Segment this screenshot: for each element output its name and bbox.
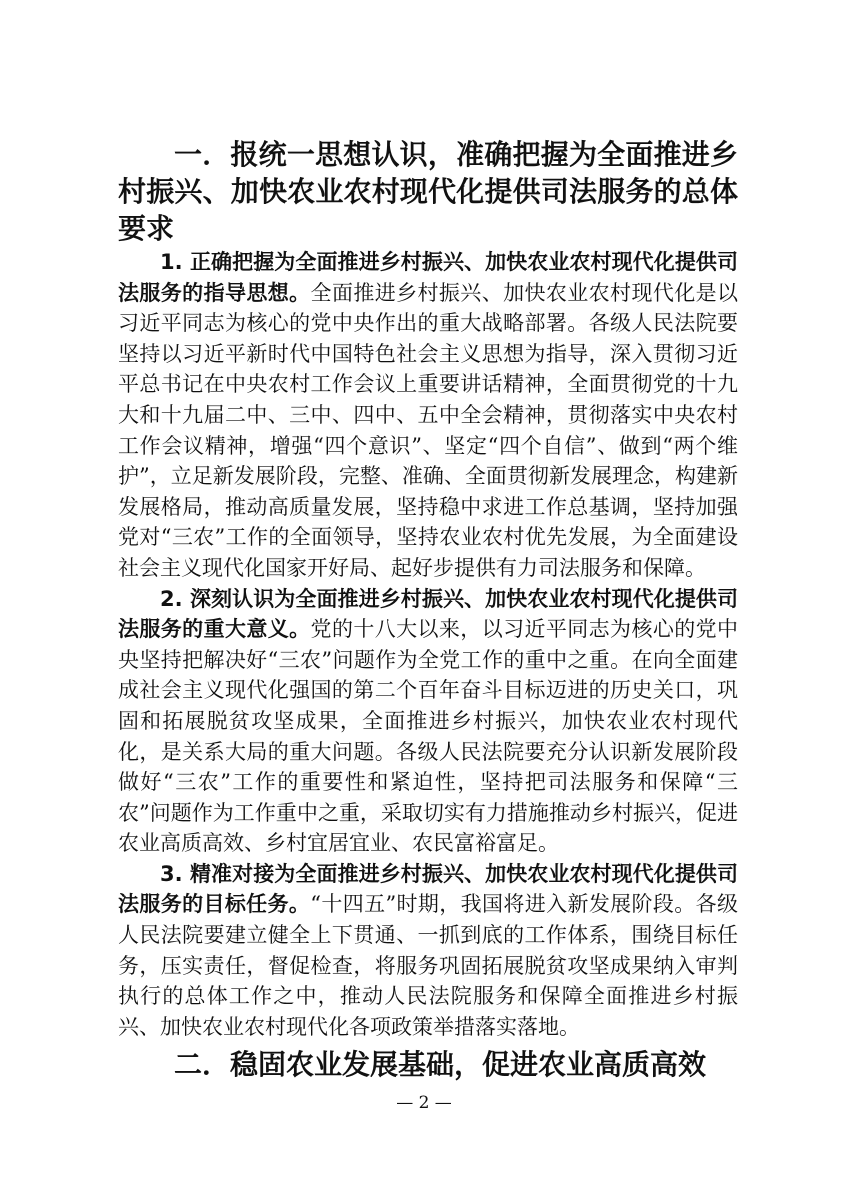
paragraph-1-body: 全面推进乡村振兴、加快农业农村现代化是以习近平同志为核心的党中央作出的重大战略部署。各级人民法院要坚持以习近平新时代中国特色社会主义思想为指导，深入贯彻习近平总书记在中央农村工作会议上重要讲话精神，全面贯彻党的十九大和十九届二中、三中、四中、五中全会精神，贯彻落实中央农村工作会议精神，增强“四个意识”、坚定“四个自信”、做到“两个维护”，立足新发展阶段，完整、准确、全面贯彻新发展理念，构建新发展格局，推动高质量发展，坚持稳中求进工作总基调，坚持加强党对“三农”工作的全面领导，坚持农业农村优先发展，为全面建设社会主义现代化国家开好局、起好步提供有力司法服务和保障。 — [118, 280, 739, 580]
page-number: — 2 — — [396, 1093, 452, 1113]
paragraph-2-body: 党的十八大以来，以习近平同志为核心的党中央坚持把解决好“三农”问题作为全党工作的重中之重。在向全面建成社会主义现代化强国的第二个百年奋斗目标迈进的历史关口，巩固和拓展脱贫攻坚成果，全面推进乡村振兴，加快农业农村现代化，是关系大局的重大问题。各级人民法院要充分认识新发展阶段做好“三农”工作的重要性和紧迫性，坚持把司法服务和保障“三农”问题作为工作重中之重，采取切实有力措施推动乡村振兴，促进农业高质高效、乡村宜居宜业、农民富裕富足。 — [118, 617, 739, 856]
paragraph-2 — [118, 584, 738, 859]
paragraph-3-lead: 3. 精准对接为全面推进乡村振兴、加快农业农村现代化提供司法服务的目标任务。 — [118, 861, 738, 917]
paragraph-1 — [118, 247, 738, 584]
section-heading-2: 二．稳固农业发展基础，促进农业高质高效 — [174, 1048, 707, 1082]
paragraph-1-lead: 1. 正确把握为全面推进乡村振兴、加快农业农村现代化提供司法服务的指导思想。 — [118, 250, 738, 305]
paragraph-3 — [118, 859, 738, 1043]
paragraph-3-body: “十四五”时期，我国将进入新发展阶段。各级人民法院要建立健全上下贯通、一抓到底的工作体系，围绕目标任务，压实责任，督促检查，将服务巩固拓展脱贫攻坚成果纳入审判执行的总体工作之中，推动人民法院服务和保障全面推进乡村振兴、加快农业农村现代化各项政策举措落实落地。 — [118, 892, 738, 1039]
document-body — [118, 136, 738, 1083]
paragraph-2-lead: 2. 深刻认识为全面推进乡村振兴、加快农业农村现代化提供司法服务的重大意义。 — [118, 586, 738, 642]
section-heading-1: 一．报统一思想认识，准确把握为全面推进乡村振兴、加快农业农村现代化提供司法服务的总体要求 — [118, 138, 738, 245]
